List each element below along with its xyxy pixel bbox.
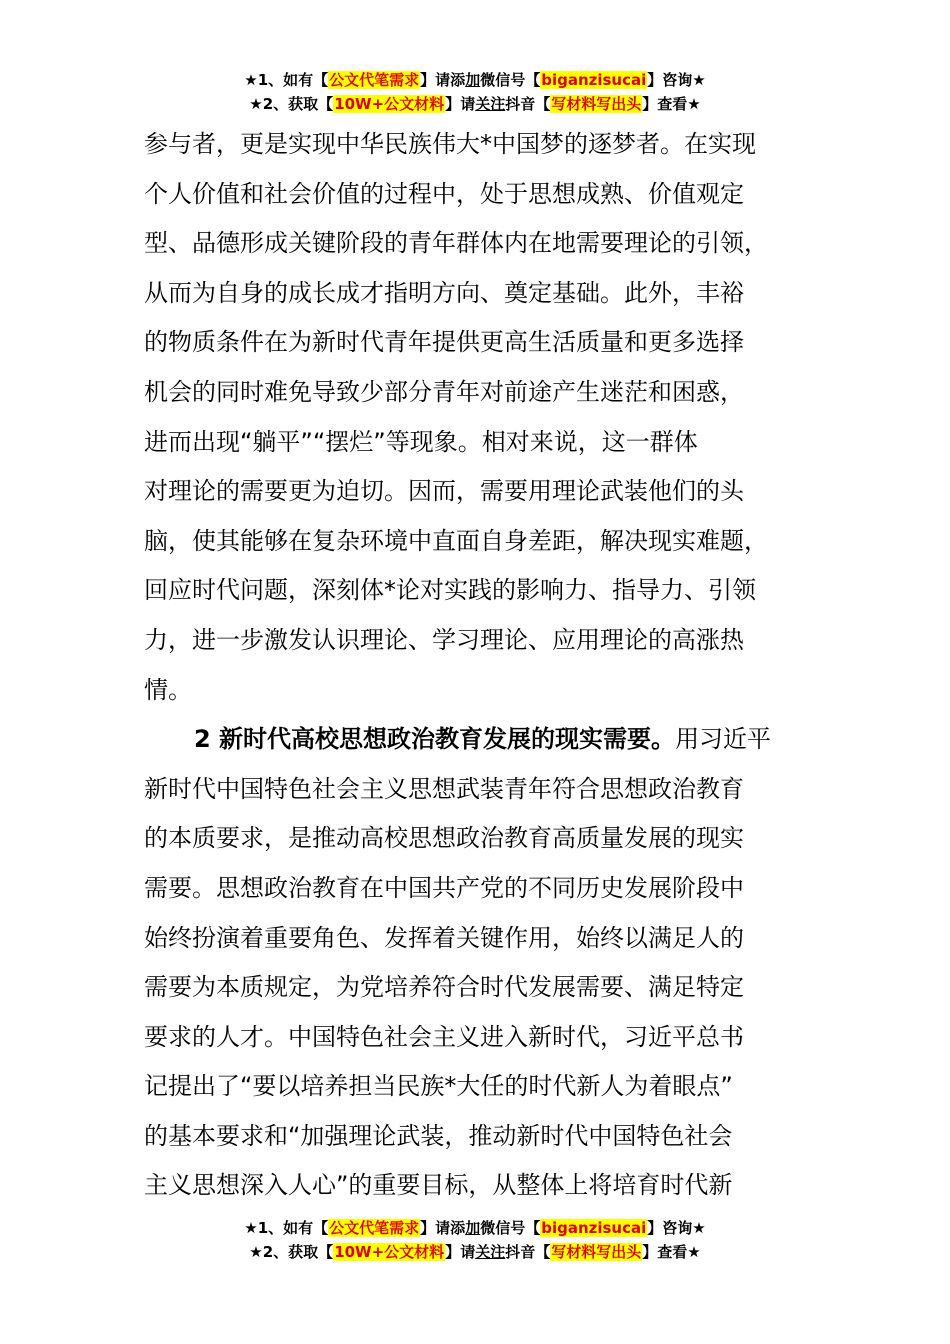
bottom-ad-banner [0, 1216, 950, 1264]
highlight-douyin: 写材料写出头 [551, 95, 642, 113]
paragraph-line: 力，进一步激发认识理论、学习理论、应用理论的高涨热 [144, 625, 744, 654]
banner-text: 】查看★ [642, 1243, 701, 1261]
highlight-douyin: 写材料写出头 [551, 1243, 642, 1261]
banner-text: ★1、如有【 [244, 1219, 329, 1237]
highlight-service: 公文代笔需求 [329, 1219, 420, 1237]
paragraph-line: 需要为本质规定，为党培养符合时代发展需要、满足特定 [144, 973, 744, 1002]
paragraph-line: 回应时代问题，深刻体*论对实践的影响力、指导力、引领 [144, 576, 756, 605]
banner-text: 抖音【 [505, 95, 551, 113]
paragraph-line: 个人价值和社会价值的过程中，处于思想成熟、价值观定 [144, 179, 744, 208]
paragraph-line: 的本质要求，是推动高校思想政治教育高质量发展的现实 [144, 824, 744, 853]
paragraph-line: 情。 [144, 675, 192, 704]
paragraph-line: 机会的同时难免导致少部分青年对前途产生迷茫和困惑， [144, 377, 744, 406]
paragraph-line: 记提出了“要以培养担当民族*大任的时代新人为着眼点” [144, 1072, 733, 1101]
banner-text: 微信号【 [480, 1219, 541, 1237]
highlight-materials: 10W+公文材料 [334, 95, 445, 113]
banner-emphasis: 加 [465, 71, 481, 89]
paragraph-line: 始终扮演着重要角色、发挥着关键作用，始终以满足人的 [144, 923, 744, 952]
highlight-wechat-id: biganzisucai [541, 71, 647, 89]
highlight-materials: 10W+公文材料 [334, 1243, 445, 1261]
banner-text: ★1、如有【 [244, 71, 329, 89]
banner-text: 】咨询★ [647, 71, 706, 89]
banner-text: ★2、获取【 [249, 1243, 334, 1261]
banner-text: 】咨询★ [647, 1219, 706, 1237]
highlight-service: 公文代笔需求 [329, 71, 420, 89]
body-text [144, 120, 814, 1211]
paragraph-line: 的物质条件在为新时代青年提供更高生活质量和更多选择 [144, 328, 744, 357]
banner-emphasis: 关注 [475, 95, 506, 113]
banner-text: 抖音【 [505, 1243, 551, 1261]
paragraph-line: 参与者，更是实现中华民族伟大*中国梦的逐梦者。在实现 [144, 130, 756, 158]
banner-text: ★2、获取【 [249, 95, 334, 113]
section-heading: 2 新时代高校思想政治教育发展的现实需要。 [194, 725, 676, 754]
section-heading-line [144, 715, 814, 765]
banner-line-1 [0, 1216, 950, 1240]
paragraph-line: 型、品德形成关键阶段的青年群体内在地需要理论的引领， [144, 229, 768, 258]
paragraph-line: 从而为自身的成长成才指明方向、奠定基础。此外，丰裕 [144, 278, 744, 307]
paragraph-line: 对理论的需要更为迫切。因而，需要用理论武装他们的头 [144, 477, 744, 506]
paragraph-line: 进而出现“躺平”“摆烂”等现象。相对来说，这一群体 [144, 427, 698, 456]
paragraph-text: 用习近平 [675, 725, 772, 754]
paragraph-line: 主义思想深入人心”的重要目标，从整体上将培育时代新 [144, 1171, 733, 1200]
banner-text: 】请 [445, 95, 476, 113]
paragraph-line: 脑，使其能够在复杂环境中直面自身差距，解决现实难题， [144, 526, 768, 555]
banner-line-1 [0, 68, 950, 92]
banner-line-2 [0, 1240, 950, 1264]
banner-line-2 [0, 92, 950, 116]
paragraph-line: 的基本要求和“加强理论武装，推动新时代中国特色社会 [144, 1121, 733, 1150]
banner-emphasis: 加 [465, 1219, 481, 1237]
paragraph-line: 需要。思想政治教育在中国共产党的不同历史发展阶段中 [144, 873, 744, 902]
paragraph-line: 新时代中国特色社会主义思想武装青年符合思想政治教育 [144, 774, 744, 803]
banner-text: 】请 [445, 1243, 476, 1261]
highlight-wechat-id: biganzisucai [541, 1219, 647, 1237]
banner-text: 】请添 [420, 71, 466, 89]
paragraph-line: 要求的人才。中国特色社会主义进入新时代，习近平总书 [144, 1022, 744, 1051]
banner-text: 微信号【 [480, 71, 541, 89]
top-ad-banner [0, 68, 950, 116]
banner-emphasis: 关注 [475, 1243, 506, 1261]
banner-text: 】查看★ [642, 95, 701, 113]
banner-text: 】请添 [420, 1219, 466, 1237]
